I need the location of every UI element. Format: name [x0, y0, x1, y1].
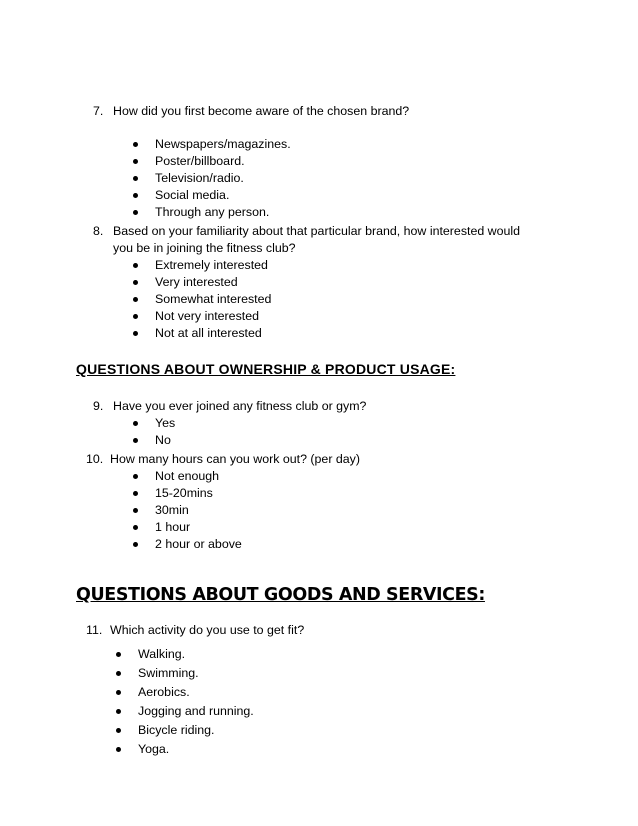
bullet-icon — [133, 474, 138, 479]
bullet-icon — [133, 438, 138, 443]
list-item — [133, 415, 175, 432]
question-8-options — [133, 257, 271, 342]
option-label: 2 hour or above — [155, 537, 242, 551]
question-7-options — [133, 136, 291, 221]
list-item — [133, 153, 291, 170]
bullet-icon — [116, 747, 121, 752]
option-label: Extremely interested — [155, 258, 268, 272]
question-9 — [93, 398, 366, 415]
option-label: Yes — [155, 416, 176, 430]
bullet-icon — [116, 671, 121, 676]
question-text: How many hours can you work out? (per day) — [110, 452, 360, 466]
option-label: Bicycle riding. — [138, 723, 215, 737]
question-10-options — [133, 468, 242, 553]
option-label: 15-20mins — [155, 486, 213, 500]
question-10 — [86, 451, 360, 468]
option-label: Television/radio. — [155, 171, 244, 185]
list-item — [116, 683, 254, 702]
list-item — [133, 485, 242, 502]
question-number: 11. — [86, 623, 103, 637]
bullet-icon — [116, 652, 121, 657]
list-item — [133, 308, 271, 325]
bullet-icon — [116, 690, 121, 695]
option-label: Newspapers/magazines. — [155, 137, 291, 151]
list-item — [116, 702, 254, 721]
question-number: 7. — [93, 104, 104, 118]
bullet-icon — [133, 508, 138, 513]
bullet-icon — [133, 525, 138, 530]
option-label: Walking. — [138, 647, 186, 661]
bullet-icon — [133, 193, 138, 198]
list-item — [133, 291, 271, 308]
bullet-icon — [133, 331, 138, 336]
list-item — [133, 257, 271, 274]
option-label: 30min — [155, 503, 189, 517]
list-item — [133, 274, 271, 291]
option-label: Swimming. — [138, 666, 199, 680]
question-9-options — [133, 415, 175, 449]
section-heading-ownership: QUESTIONS ABOUT OWNERSHIP & PRODUCT USAGE: — [76, 361, 456, 377]
list-item — [133, 519, 242, 536]
bullet-icon — [133, 297, 138, 302]
list-item — [133, 536, 242, 553]
option-label: Yoga. — [138, 742, 170, 756]
option-label: Through any person. — [155, 205, 270, 219]
option-label: Not at all interested — [155, 326, 262, 340]
bullet-icon — [116, 728, 121, 733]
option-label: Not very interested — [155, 309, 259, 323]
list-item — [116, 740, 254, 759]
bullet-icon — [133, 159, 138, 164]
bullet-icon — [133, 421, 138, 426]
question-11-options — [116, 645, 254, 759]
list-item — [133, 432, 175, 449]
question-7 — [93, 103, 409, 120]
bullet-icon — [116, 709, 121, 714]
list-item — [133, 325, 271, 342]
bullet-icon — [133, 280, 138, 285]
list-item — [133, 187, 291, 204]
option-label: Aerobics. — [138, 685, 190, 699]
question-11 — [86, 622, 304, 639]
option-label: Social media. — [155, 188, 230, 202]
bullet-icon — [133, 314, 138, 319]
question-number: 8. — [93, 224, 104, 238]
option-label: Not enough — [155, 469, 220, 483]
question-text-line-2: you be in joining the fitness club? — [113, 241, 296, 255]
question-text-line-1: Based on your familiarity about that particular brand, how interested would — [113, 224, 521, 238]
question-8 — [93, 223, 545, 257]
bullet-icon — [133, 542, 138, 547]
bullet-icon — [133, 263, 138, 268]
question-number: 10. — [86, 452, 104, 466]
option-label: 1 hour — [155, 520, 191, 534]
question-text: Which activity do you use to get fit? — [110, 623, 305, 637]
option-label: Somewhat interested — [155, 292, 272, 306]
option-label: Jogging and running. — [138, 704, 254, 718]
list-item — [116, 645, 254, 664]
list-item — [116, 721, 254, 740]
list-item — [133, 204, 291, 221]
list-item — [116, 664, 254, 683]
list-item — [133, 468, 242, 485]
bullet-icon — [133, 210, 138, 215]
question-number: 9. — [93, 399, 104, 413]
section-heading-goods-services: QUESTIONS ABOUT GOODS AND SERVICES: — [76, 585, 485, 605]
option-label: Poster/billboard. — [155, 154, 245, 168]
option-label: Very interested — [155, 275, 238, 289]
bullet-icon — [133, 142, 138, 147]
bullet-icon — [133, 176, 138, 181]
list-item — [133, 136, 291, 153]
list-item — [133, 502, 242, 519]
question-text: Have you ever joined any fitness club or gym? — [113, 399, 367, 413]
list-item — [133, 170, 291, 187]
bullet-icon — [133, 491, 138, 496]
option-label: No — [155, 433, 171, 447]
question-text: How did you first become aware of the chosen brand? — [113, 104, 410, 118]
